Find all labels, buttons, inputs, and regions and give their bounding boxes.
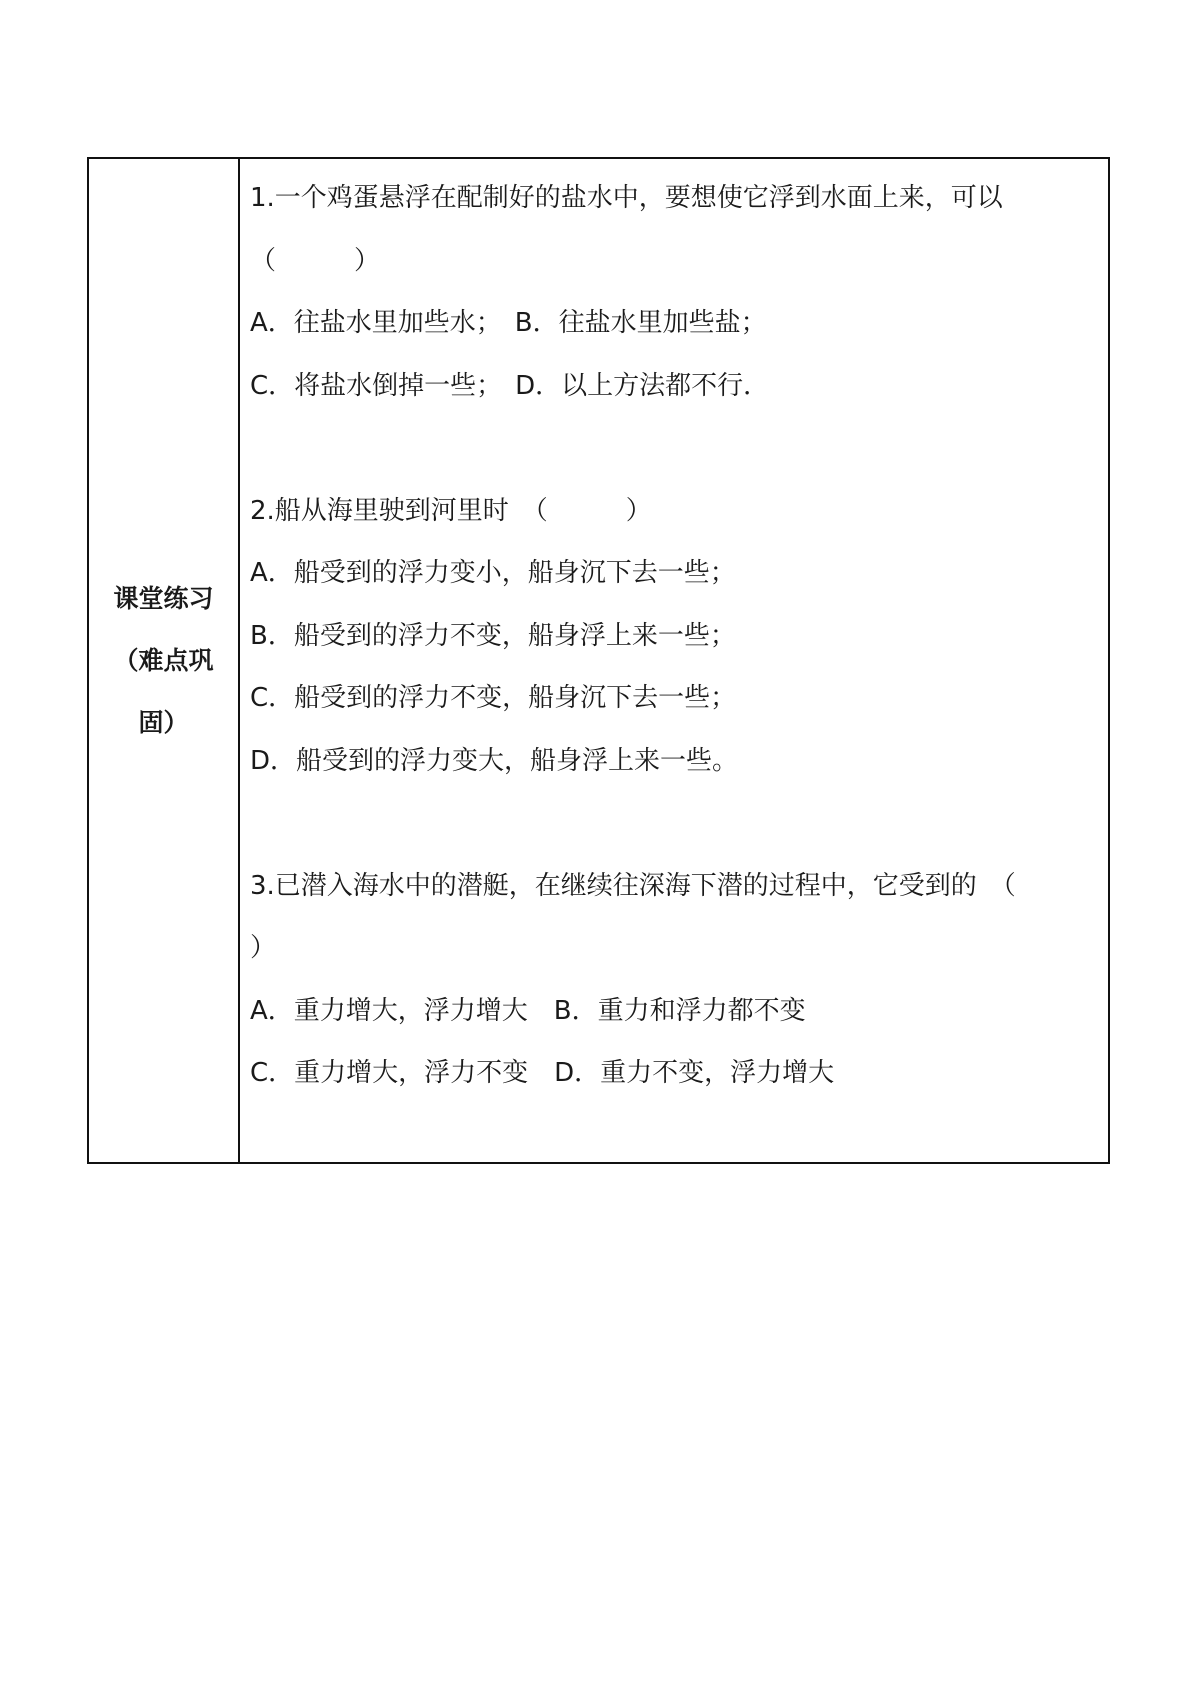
question-3-options-cd: C．重力增大，浮力不变 D．重力不变，浮力增大 — [250, 1058, 835, 1088]
question-2-option-c: C．船受到的浮力不变，船身沉下去一些； — [250, 683, 737, 713]
question-3-options-ab: A．重力增大，浮力增大 B．重力和浮力都不变 — [250, 995, 806, 1026]
question-2-option-d: D．船受到的浮力变大，船身浮上来一些。 — [250, 745, 739, 776]
section-label — [104, 568, 224, 754]
section-label-line: 固） — [138, 707, 189, 737]
question-1-stem: 1.一个鸡蛋悬浮在配制好的盐水中，要想使它浮到水面上来，可以 — [250, 183, 1003, 213]
question-1-paren: （ ） — [250, 245, 381, 276]
spacer — [250, 417, 1100, 480]
section-label-line: 课堂练习 — [113, 583, 214, 613]
spacer — [250, 792, 1100, 855]
question-2-option-b: B．船受到的浮力不变，船身浮上来一些； — [250, 620, 736, 651]
question-3-paren: ） — [250, 933, 277, 963]
question-1-options-cd: C．将盐水倒掉一些； D．以上方法都不行． — [250, 370, 770, 401]
question-2-option-a: A．船受到的浮力变小，船身沉下去一些； — [250, 558, 736, 588]
section-label-cell — [88, 158, 239, 1163]
questions-cell — [239, 158, 1109, 1163]
exercise-table — [87, 157, 1110, 1164]
table-row — [88, 158, 1109, 1163]
question-2-stem: 2.船从海里驶到河里时 （ ） — [250, 495, 652, 526]
question-3 — [250, 855, 1100, 1105]
section-label-line: （难点巩 — [113, 645, 214, 675]
question-1 — [250, 167, 1100, 417]
question-3-stem: 3.已潜入海水中的潜艇，在继续往深海下潜的过程中，它受到的 （ — [250, 870, 1016, 901]
question-1-options-ab: A．往盐水里加些水； B．往盐水里加些盐； — [250, 308, 767, 338]
question-2 — [250, 480, 1100, 793]
